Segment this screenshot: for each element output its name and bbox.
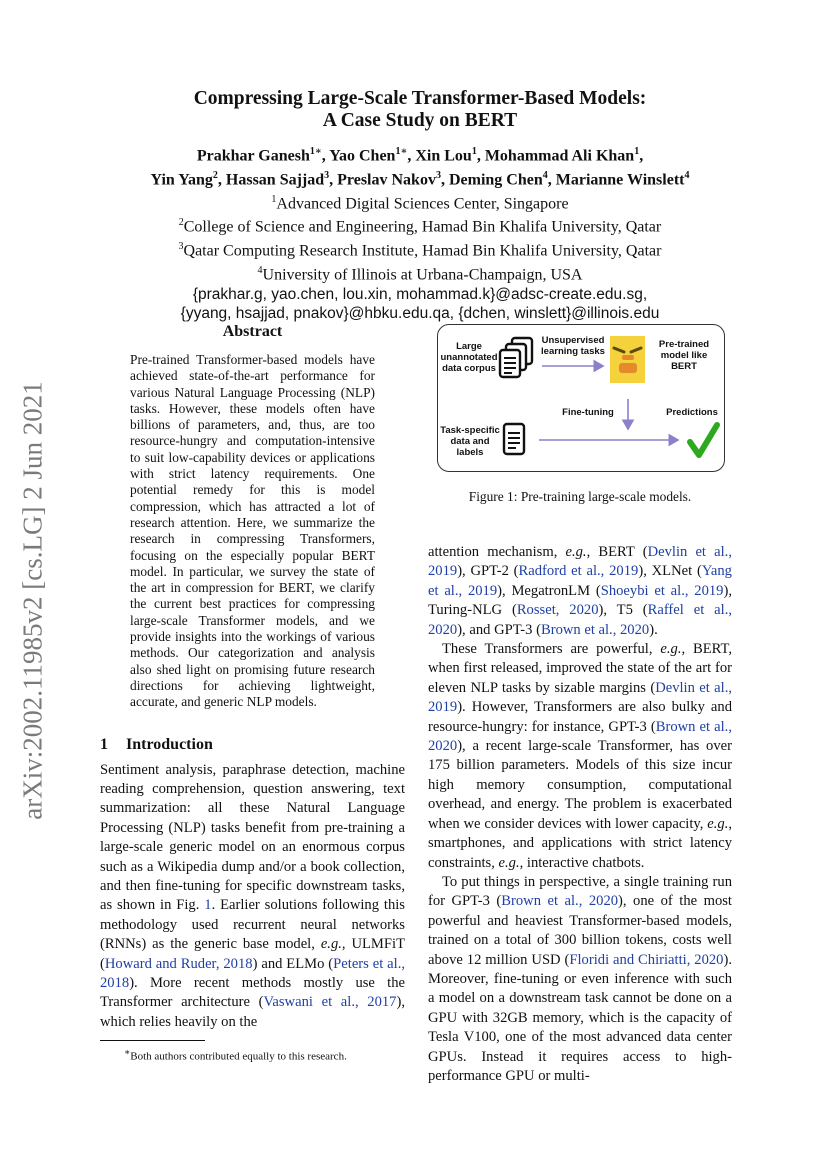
- citation-link[interactable]: Brown et al., 2020: [501, 893, 619, 910]
- citation-link[interactable]: Howard and Ruder, 2018: [104, 955, 253, 972]
- figure-reference-link[interactable]: 1: [204, 897, 212, 914]
- affiliation: $^2$College of Science and Engineering, Hamad Bin Khalifa University, Qatar: [178, 217, 662, 236]
- figure-1-caption: Figure 1: Pre-training large-scale models.: [468, 489, 692, 504]
- citation-link[interactable]: Devlin et al., 2019: [428, 679, 732, 716]
- bert-face-icon: [610, 336, 645, 383]
- footnote-divider: [100, 1040, 205, 1041]
- author-name: Deming Chen: [448, 171, 543, 189]
- email-line: {prakhar.g, yao.chen, lou.xin, mohammad.k}@adsc-create.edu.sg,: [192, 285, 648, 303]
- right-column: [428, 322, 732, 1086]
- citation-link[interactable]: Rosset, 2020: [516, 602, 599, 619]
- author-name: Hassan Sajjad: [225, 171, 325, 189]
- arxiv-identifier: arXiv:2002.11985v2 [cs.LG] 2 Jun 2021: [17, 380, 48, 820]
- email-line: {yyang, hsajjad, pnakov}@hbku.edu.qa, {dchen, winslett}@illinois.edu: [180, 305, 660, 323]
- footnote: ∗Both authors contributed equally to this research.: [124, 1047, 347, 1063]
- affiliation: $^1$Advanced Digital Sciences Center, Singapore: [271, 193, 569, 212]
- citation-link[interactable]: Devlin et al., 2019: [428, 544, 732, 580]
- affiliation: $^3$Qatar Computing Research Institute, Hamad Bin Khalifa University, Qatar: [178, 241, 662, 260]
- label-unsupervised: Unsupervised learning tasks: [541, 335, 605, 357]
- figure-1-diagram: [437, 324, 725, 472]
- citation-link[interactable]: Vaswani et al., 2017: [263, 994, 397, 1011]
- intro-paragraph-3: To put things in perspective, a single training run for GPT-3 (Brown et al., 2020), one of the most powerful and heaviest Transformer-based models, trained on a total of 300 billion tokens, costs well above 12 million USD (Floridi and Chiriatti, 2020). Moreover, fine-tuning or even inference with such a model on a downstream task cannot be done on a GPU with 32GB memory, which is the capacity of Tesla V100, one of the most advanced data center GPUs. Instead it requires access to high-performance GPU or multi-: [428, 873, 732, 1084]
- label-task-data: Task-specific data and labels: [440, 425, 500, 458]
- document-stack-icon: [500, 338, 532, 377]
- abstract-heading: Abstract: [222, 323, 283, 340]
- abstract-text: Pre-trained Transformer-based models have achieved state-of-the-art performance for various Natural Language Processing (NLP) tasks. However, these models often have billions of parameters, and, thus, are too resource-hungry and computation-intensive to suit low-capability devices or applications with strict latency requirements. One potential remedy for this is model compression, which has attracted a lot of research attention. Here, we summarize the research in compressing Transformers, focusing on the especially popular BERT model. In particular, we survey the state of the art in compression for BERT, we clarify the current best practices for compressing large-scale Transformer models, and we provide insights into the workings of various methods. Our categorization and analysis also shed light on promising future research directions for achieving lightweight, accurate, and generic NLP models.: [130, 352, 375, 710]
- author-name: Mohammad Ali Khan: [484, 147, 635, 165]
- citation-link[interactable]: Yang et al., 2019: [428, 563, 732, 599]
- author-name: Preslav Nakov: [337, 171, 436, 189]
- title-line-2: A Case Study on BERT: [322, 110, 518, 131]
- title-line-1: Compressing Large-Scale Transformer-Based Models:: [193, 88, 647, 109]
- citation-link[interactable]: Peters et al., 2018: [100, 955, 405, 991]
- author-name: Yin Yang: [150, 171, 213, 189]
- citation-link[interactable]: Brown et al., 2020: [428, 718, 732, 755]
- label-pretrained-model: Pre-trained model like BERT: [658, 339, 710, 372]
- citation-link[interactable]: Raffel et al., 2020: [428, 602, 732, 638]
- author-row-2: Yin Yang$^2$, Hassan Sajjad$^3$, Preslav Nakov$^3$, Deming Chen$^4$, Marianne Winslett$^4$: [150, 169, 690, 189]
- intro-paragraph-2: These Transformers are powerful, e.g., BERT, when first released, improved the state of the art for eleven NLP tasks by sizable margins (Devlin et al., 2019). However, Transformers are also bulky and resource-hungry: for instance, GPT-3 (Brown et al., 2020), a recent large-scale Transformer, has over 175 billion parameters. Models of this size incur high memory consumption, computational overhead, and energy. The problem is exacerbated when we consider devices with lower capacity, e.g., smartphones, and applications with strict latency constraints, e.g., interactive chatbots.: [428, 641, 732, 871]
- author-name: Prakhar Ganesh: [196, 147, 310, 165]
- author-name: Yao Chen: [329, 147, 396, 165]
- citation-link[interactable]: Brown et al., 2020: [540, 621, 650, 638]
- author-name: Marianne Winslett: [555, 171, 685, 189]
- label-corpus: Large unannotated data corpus: [440, 341, 498, 374]
- author-name: Xin Lou: [415, 147, 472, 165]
- label-finetuning: Fine-tuning: [562, 407, 614, 418]
- label-predictions: Predictions: [666, 407, 718, 418]
- citation-link[interactable]: Radford et al., 2019: [518, 563, 639, 580]
- intro-paragraph-1: Sentiment analysis, paraphrase detection, machine reading comprehension, question answering, text summarization: all these Natural Language Processing (NLP) tasks benefit from pre-training a large-scale generic model on an enormous corpus such as a Wikipedia dump and/or a book collection, and then fine-tuning for specific downstream tasks, as shown in Fig. 1. Earlier solutions following this methodology used recurrent neural networks (RNNs) as the generic base model, e.g., ULMFiT (Howard and Ruder, 2018) and ELMo (Peters et al., 2018). More recent methods mostly use the Transformer architecture (Vaswani et al., 2017), which relies heavily on the: [100, 761, 405, 1030]
- author-row-1: Prakhar Ganesh$^{1∗}$, Yao Chen$^{1∗}$, Xin Lou$^1$, Mohammad Ali Khan$^1$,: [196, 146, 644, 165]
- citation-link[interactable]: Shoeybi et al., 2019: [600, 582, 724, 599]
- citation-link[interactable]: Floridi and Chiriatti, 2020: [569, 951, 724, 968]
- paper-title: [80, 88, 760, 132]
- document-icon: [504, 424, 524, 454]
- intro-paragraph-1-continued: attention mechanism, e.g., BERT (Devlin et al., 2019), GPT-2 (Radford et al., 2019), XLNet (Yang et al., 2019), MegatronLM (Shoeybi et al., 2019), Turing-NLG (Rosset, 2020), T5 (Raffel et al., 2020), and GPT-3 (Brown et al., 2020).: [428, 544, 732, 638]
- affiliation: $^4$University of Illinois at Urbana-Champaign, USA: [257, 265, 583, 284]
- checkmark-icon: [690, 425, 717, 455]
- left-column: [100, 322, 405, 1064]
- section-heading-introduction: 1 Introduction: [100, 735, 213, 753]
- author-block: [80, 142, 760, 324]
